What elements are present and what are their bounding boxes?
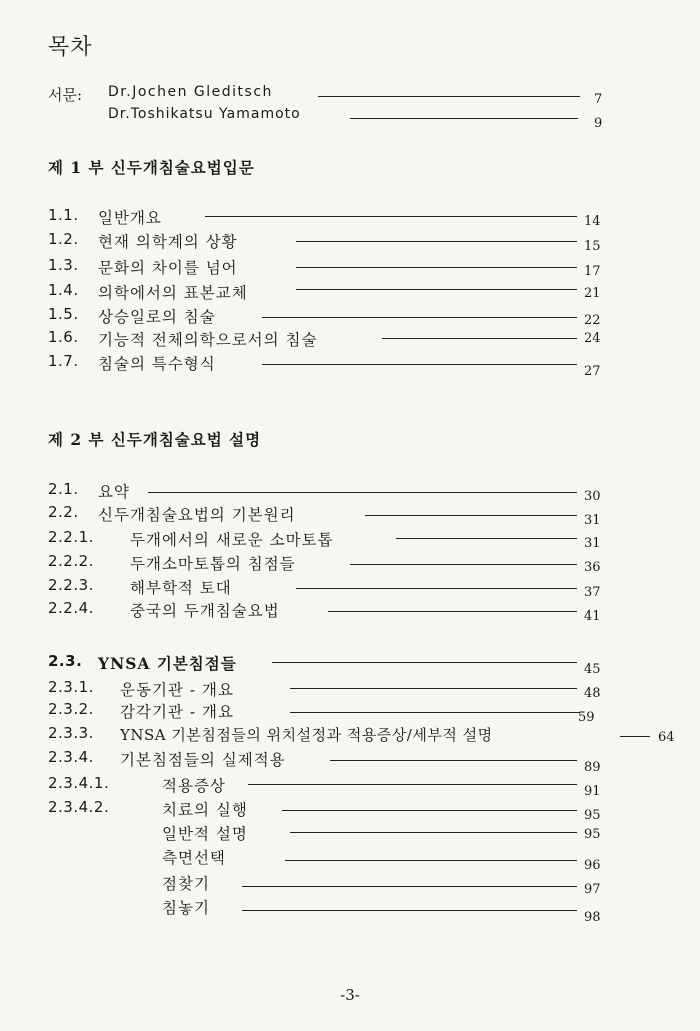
toc-entry-page: 91 <box>584 784 601 799</box>
toc-entry-page: 48 <box>584 686 601 701</box>
toc-entry-text: 침놓기 <box>162 899 210 917</box>
leader-line <box>290 832 577 833</box>
leader-line <box>382 338 577 339</box>
toc-entry-page: 97 <box>584 882 601 897</box>
leader-line <box>620 736 650 737</box>
leader-line <box>242 886 577 887</box>
toc-entry-page: 15 <box>584 239 601 254</box>
toc-entry-text: Dr.Jochen Gleditsch <box>108 84 273 100</box>
toc-entry-number: 2.3.4.1. <box>48 774 110 792</box>
toc-entry-page: 37 <box>584 585 601 600</box>
toc-entry-number: 2.2.4. <box>48 599 94 617</box>
toc-entry <box>0 106 700 130</box>
toc-entry <box>0 774 700 798</box>
leader-line <box>242 910 577 911</box>
toc-entry-page: 89 <box>584 760 601 775</box>
toc-entry <box>0 872 700 896</box>
toc-entry-page: 7 <box>594 92 603 107</box>
toc-entry <box>0 206 700 230</box>
toc-entry-number: 2.3.4. <box>48 748 94 766</box>
part-heading: 제 1 부 신두개침술요법입문 <box>48 158 255 177</box>
toc-entry-number: 2.3.4.2. <box>48 798 110 816</box>
leader-line <box>290 712 580 713</box>
leader-line <box>296 588 577 589</box>
leader-line <box>272 662 577 663</box>
toc-entry-page: 31 <box>584 536 601 551</box>
toc-entry <box>0 503 700 527</box>
toc-entry <box>0 328 700 352</box>
page-title: 목차 <box>48 35 93 60</box>
toc-entry-text: 감각기관 - 개요 <box>120 703 234 721</box>
toc-entry-page: 36 <box>584 560 601 575</box>
toc-entry-text: 운동기관 - 개요 <box>120 681 234 699</box>
toc-entry <box>0 528 700 552</box>
toc-entry <box>0 352 700 379</box>
toc-entry-page: 9 <box>594 116 603 131</box>
leader-line <box>328 611 577 612</box>
toc-entry <box>0 256 700 280</box>
toc-entry <box>0 84 700 108</box>
toc-entry-text: 해부학적 토대 <box>130 579 232 597</box>
toc-entry <box>0 798 700 822</box>
leader-line <box>262 364 577 365</box>
toc-entry <box>0 552 700 576</box>
toc-entry-text: 상승일로의 침술 <box>98 308 216 326</box>
toc-entry-text: 침술의 특수형식 <box>98 355 216 373</box>
toc-entry <box>0 652 700 676</box>
toc-entry <box>0 576 700 600</box>
toc-entry-page: 45 <box>584 662 601 677</box>
toc-entry-page: 27 <box>584 364 601 379</box>
toc-entry-text: 일반개요 <box>98 209 162 227</box>
toc-entry-number: 2.2.1. <box>48 528 94 546</box>
part-heading: 제 2 부 신두개침술요법 설명 <box>48 430 262 449</box>
toc-entry-text: 두개소마토톱의 침점들 <box>130 555 296 573</box>
leader-line <box>285 860 577 861</box>
leader-line <box>262 317 577 318</box>
toc-entry-page: 64 <box>658 730 675 745</box>
leader-line <box>148 492 577 493</box>
leader-line <box>296 267 577 268</box>
toc-entry <box>0 700 700 724</box>
toc-entry-text: 신두개침술요법의 기본원리 <box>98 506 296 524</box>
toc-entry-page: 22 <box>584 313 601 328</box>
toc-entry-number: 1.6. <box>48 328 79 346</box>
leader-line <box>318 96 580 97</box>
leader-line <box>296 289 577 290</box>
toc-entry-number: 2.2.3. <box>48 576 94 594</box>
toc-entry-number: 1.4. <box>48 281 79 299</box>
toc-entry-text: 일반적 설명 <box>162 825 248 843</box>
toc-entry-page: 30 <box>584 489 601 504</box>
toc-entry-page: 96 <box>584 858 601 873</box>
toc-entry-text: 두개에서의 새로운 소마토톱 <box>130 531 334 549</box>
toc-entry-number: 2.3.3. <box>48 724 94 742</box>
toc-entry-number: 1.7. <box>48 352 79 370</box>
toc-entry-page: 21 <box>584 286 601 301</box>
toc-entry <box>0 281 700 305</box>
toc-entry-page: 95 <box>584 827 601 842</box>
toc-entry-text: 기능적 전체의학으로서의 침술 <box>98 331 318 349</box>
toc-entry-number: 1.5. <box>48 305 79 323</box>
toc-entry-number: 2.3. <box>48 652 83 670</box>
leader-line <box>282 810 577 811</box>
leader-line <box>350 564 577 565</box>
toc-entry <box>0 822 700 846</box>
toc-entry-text: 적용증상 <box>162 777 226 795</box>
toc-entry-text: 점찾기 <box>162 875 210 893</box>
toc-entry-page: 17 <box>584 264 601 279</box>
leader-line <box>330 760 577 761</box>
toc-entry-page: 31 <box>584 513 601 528</box>
leader-line <box>296 241 577 242</box>
toc-entry-number: 2.3.2. <box>48 700 94 718</box>
toc-entry-number: 1.2. <box>48 230 79 248</box>
toc-entry <box>0 896 700 925</box>
toc-entry-page: 95 <box>584 808 601 823</box>
toc-entry-text: 요약 <box>98 483 130 501</box>
toc-entry-page: 59 <box>578 710 595 725</box>
leader-line <box>248 784 577 785</box>
toc-entry-text: 치료의 실행 <box>162 801 248 819</box>
leader-line <box>350 118 578 119</box>
toc-entry-number: 2.3.1. <box>48 678 94 696</box>
toc-entry <box>0 230 700 254</box>
toc-entry <box>0 846 700 873</box>
toc-entry-text: Dr.Toshikatsu Yamamoto <box>108 106 301 122</box>
toc-entry-page: 24 <box>584 331 601 346</box>
toc-entry <box>0 678 700 702</box>
toc-entry <box>0 480 700 504</box>
page-number: -3- <box>340 986 360 1004</box>
toc-entry-number: 1.3. <box>48 256 79 274</box>
toc-entry <box>0 305 700 329</box>
toc-entry-number: 2.1. <box>48 480 79 498</box>
preface-label: 서문: <box>48 86 83 104</box>
leader-line <box>290 688 577 689</box>
toc-entry-number: 2.2. <box>48 503 79 521</box>
toc-entry-text: 현재 의학계의 상황 <box>98 233 238 251</box>
toc-entry-page: 98 <box>584 910 601 925</box>
leader-line <box>205 216 577 217</box>
toc-entry <box>0 748 700 775</box>
toc-entry-page: 14 <box>584 214 601 229</box>
toc-entry <box>0 599 700 623</box>
toc-entry-text: 중국의 두개침술요법 <box>130 602 280 620</box>
toc-entry-text: 의학에서의 표본교체 <box>98 284 248 302</box>
toc-entry-text: YNSA 기본침점들의 위치설정과 적용증상/세부적 설명 <box>120 726 493 744</box>
toc-entry-number: 1.1. <box>48 206 79 224</box>
toc-entry-text: YNSA 기본침점들 <box>98 654 237 673</box>
toc-entry-text: 측면선택 <box>162 849 226 867</box>
leader-line <box>365 515 577 516</box>
toc-entry-text: 기본침점들의 실제적용 <box>120 751 286 769</box>
toc-entry-text: 문화의 차이를 넘어 <box>98 259 238 277</box>
toc-entry <box>0 724 700 748</box>
toc-entry-page: 41 <box>584 609 601 624</box>
leader-line <box>396 538 577 539</box>
toc-entry-number: 2.2.2. <box>48 552 94 570</box>
